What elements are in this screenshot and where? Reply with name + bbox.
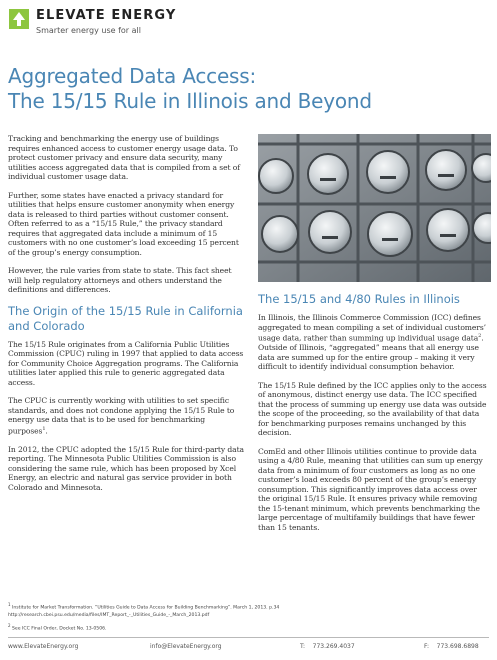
- page-title-line-2: The 15/15 Rule in Illinois and Beyond: [8, 89, 372, 113]
- illinois-paragraph-2: The 15/15 Rule defined by the ICC applies only to the access of anonymous, distinct energy use data. The ICC specified that the process of summing up energy use data was outside the scope of the proceeding, so the availability of that data for benchmarking purposes remains unchanged by this decision.: [258, 380, 487, 438]
- illinois-paragraph-1: [258, 313, 491, 372]
- origin-heading: The Origin of the 15/15 Rule in California and Colorado: [8, 303, 243, 333]
- illinois-paragraph-1-end: . Outside of Illinois, “aggregated” means that all energy use data are summed up for the entire group – making it very difficult to identify individual consumption behavior.: [258, 333, 484, 372]
- footer-fax: [424, 643, 479, 650]
- footer-email[interactable]: info@ElevateEnergy.org: [150, 643, 222, 650]
- footnote-1-url[interactable]: http://research.cbei.psu.edu/media/files/IMT_Report_-_Utilities_Guide_-_March_2013.pdf: [8, 612, 210, 618]
- origin-paragraph-2-end: .: [45, 426, 48, 436]
- origin-paragraph-1: The 15/15 Rule originates from a California Public Utilities Commission (CPUC) ruling in 1997 that applied to data access for Community Choice Aggregation programs. The California utilities later applied this rule to generic aggregated data access.: [8, 339, 244, 387]
- footnotes: [8, 601, 488, 632]
- elevate-energy-logo-icon: [8, 8, 30, 30]
- origin-paragraph-2: [8, 396, 246, 436]
- left-column: [8, 134, 246, 501]
- page-title: [8, 64, 488, 114]
- footnote-1-citation: Institute for Market Transformation. “Utilities Guide to Data Access for Building Benchmarking”. March 1, 2013. p.34: [12, 605, 280, 611]
- footnote-2: [8, 622, 488, 633]
- footer-divider: [8, 637, 489, 638]
- footnote-ref-2[interactable]: 2: [478, 333, 482, 339]
- intro-paragraph-3: However, the rule varies from state to state. This fact sheet will help regulatory attorneys and others understand the definitions and differences.: [8, 266, 232, 294]
- footnote-1-number: 1: [8, 602, 11, 607]
- brand-name: ELEVATE ENERGY: [36, 8, 177, 23]
- illinois-paragraph-3: ComEd and other Illinois utilities continue to provide data using a 4/80 Rule, meaning that utilities can sum up energy data from a minimum of four customers as long as no one customer’s load exceeds 80 percent of the group’s energy consumption. This significantly improves data access over the original 15/15 Rule. It ensures privacy while removing the 15-tenant minimum, which prevents benchmarking the large percentage of multifamily buildings that have fewer than 15 tenants.: [258, 446, 483, 532]
- footer-fax-label: F:: [424, 643, 430, 650]
- origin-paragraph-3: In 2012, the CPUC adopted the 15/15 Rule for third-party data reporting. The Minnesota Public Utilities Commission is also considering the same rule, which has been proposed by Xcel Energy, an electric and natural gas service provider in both Colorado and Minnesota.: [8, 444, 244, 492]
- illinois-paragraph-1-text: In Illinois, the Illinois Commerce Commission (ICC) defines aggregated to mean compiling a set of individual customers’ usage data, rather than summing up individual usage data: [258, 313, 486, 343]
- footer-phone-number: 773.269.4037: [312, 643, 355, 650]
- right-column: [258, 291, 491, 541]
- footer-phone: [300, 643, 355, 650]
- illinois-heading: The 15/15 and 4/80 Rules in Illinois: [258, 292, 460, 306]
- footer-website[interactable]: www.ElevateEnergy.org: [8, 643, 79, 650]
- footer-phone-label: T:: [300, 643, 306, 650]
- origin-paragraph-2-text: The CPUC is currently working with utilities to set specific standards, and does not condone applying the 15/15 Rule to energy use data that is to be used for benchmarking purposes: [8, 396, 235, 436]
- electric-meters-illustration: [258, 134, 491, 282]
- page-title-line-1: Aggregated Data Access:: [8, 64, 257, 88]
- electric-meters-photo: [258, 134, 491, 282]
- footnote-1: [8, 601, 488, 612]
- footnote-ref-1[interactable]: 1: [42, 425, 46, 432]
- footnote-2-number: 2: [8, 622, 11, 628]
- footer-fax-number: 773.698.6898: [436, 643, 479, 650]
- intro-paragraph-1: Tracking and benchmarking the energy use of buildings requires enhanced access to customer energy usage data. To protect customer privacy and ensure data security, many utilities access aggregated data that is compiled from a set of individual customer usage data.: [8, 134, 240, 181]
- footnote-2-citation: See ICC Final Order, Docket No. 13-0506.: [12, 626, 107, 632]
- intro-paragraph-2: Further, some states have enacted a privacy standard for utilities that helps ensure customer anonymity when energy data is released to third parties without customer consent. Often referred to as a “15/15 Rule,” the privacy standard requires that aggregated data include a minimum of 15 customers with no one customer’s load exceeding 15 percent of the group’s energy consumption.: [8, 190, 239, 257]
- brand-tagline: Smarter energy use for all: [36, 26, 141, 35]
